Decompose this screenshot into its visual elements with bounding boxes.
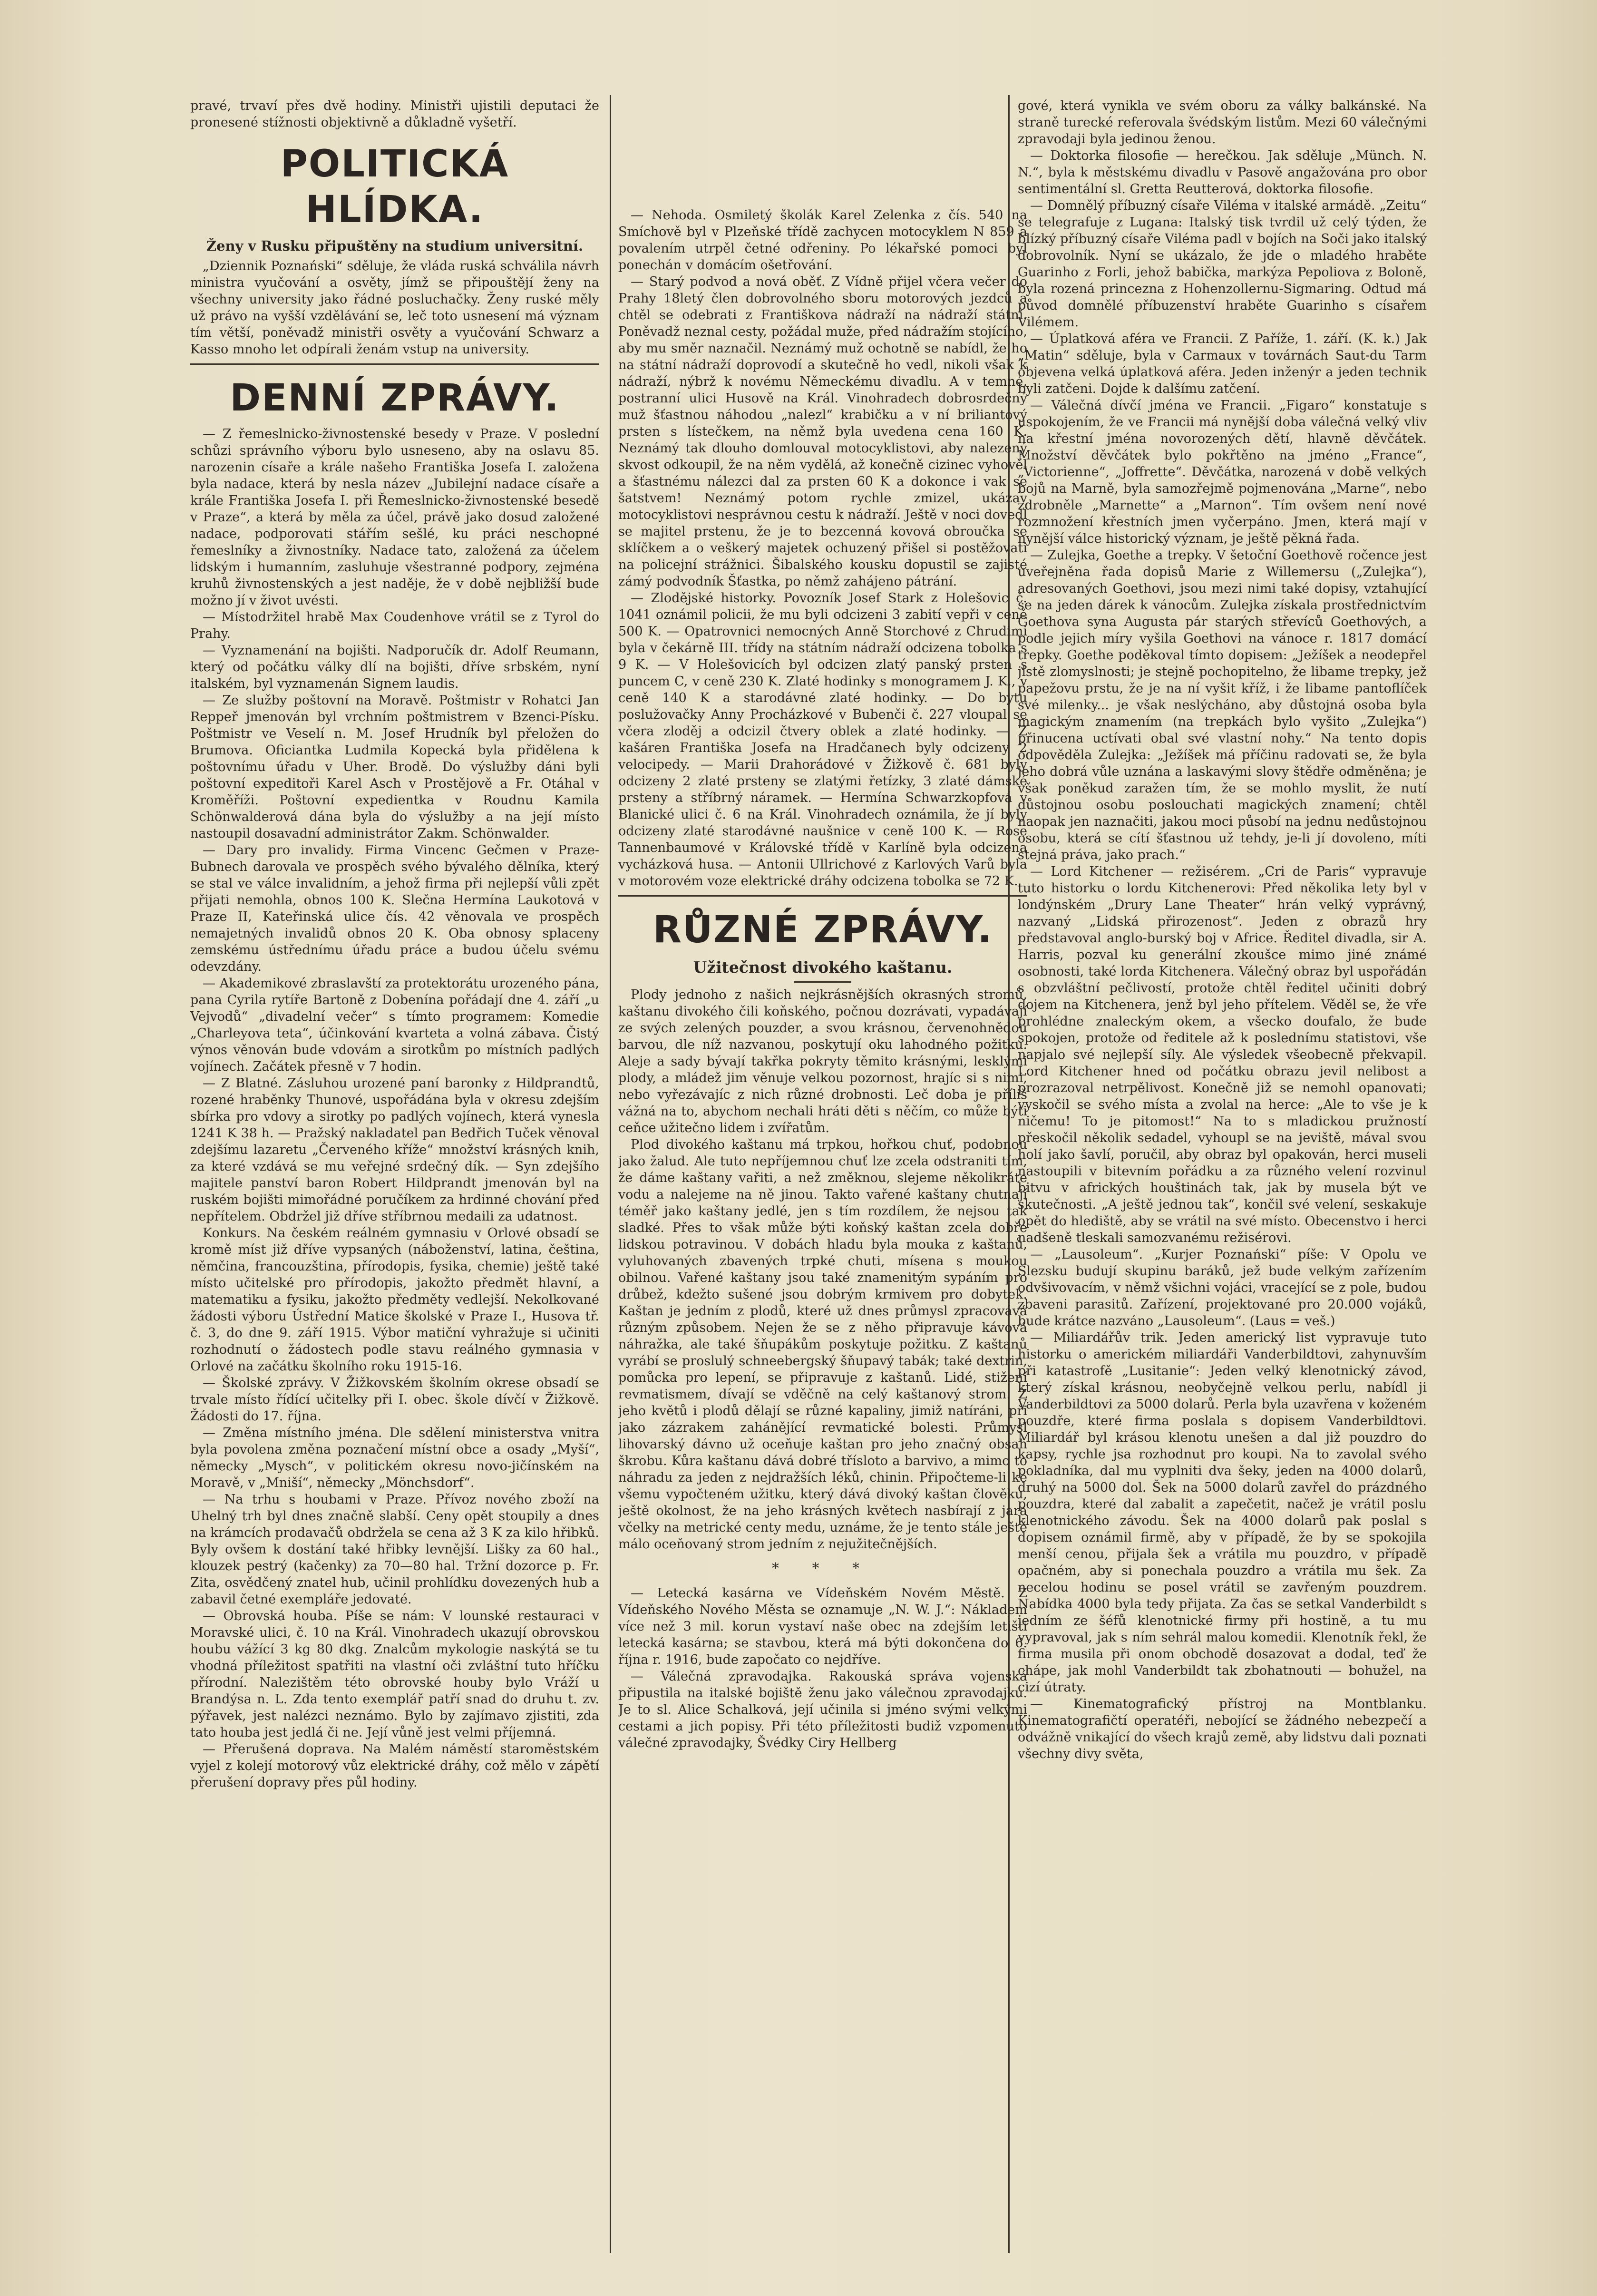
column-rule [610, 95, 611, 2253]
news-item: — Dary pro invalidy. Firma Vincenc Gečmen v Praze-Bubnech darovala ve prospěch svého bývalého dělníka, který se stal ve válce invalidním, a jehož firma při nejlepší vůli zpět přijati nemohla, obnos 100 K. Slečna Hermína Laukotová v Praze II, Kateřinská ulice čís. 42 věnovala ve prospěch nemajetných invalidů obnos 20 K. Oba obnosy splaceny zemskému ústřednímu úřadu práce a budou účelu svému odevzdány. [190, 843, 599, 974]
news-item: — Na trhu s houbami v Praze. Přívoz nového zboží na Uhelný trh byl dnes značně slabší. Ceny opět stoupily a dnes na krámcích prodavačů obdržela se cena až 3 K za kilo hřibků. Byly ovšem k dostání také hřibky levnější. Lišky za 60 hal., klouzek pestrý (kačenky) za 70—80 hal. Tržní dozorce p. Fr. Zita, osvědčený znatel hub, učinil prohlídku dovezených hub a zabavil četné exempláře jedovaté. [190, 1492, 599, 1607]
news-item: — Místodržitel hrabě Max Coudenhove vrátil se z Tyrol do Prahy. [190, 610, 599, 641]
news-item: — Válečná dívčí jména ve Francii. „Figaro“ konstatuje s uspokojením, že ve Francii má nynější doba válečná velký vliv na křestní jména novorozených dětí, hlavně děvčátek. Množství děvčátek bylo pokřtěno na jméno „France“, „Victorienne“, „Joffrette“. Děvčátka, narozená v době velkých bojů na Marně, byla samozřejmě pojmenována „Marne“, nebo zdrobněle „Marnette“ a „Marnon“. Tím ovšem není nové rozmnožení křestních jmen vyčerpáno. Jmen, která mají v nynější válce historický význam, je ještě pěkná řada. [1018, 398, 1427, 546]
blank-top-space [618, 98, 1027, 207]
intro-paragraph: pravé, trvaví přes dvě hodiny. Ministři ujistili deputaci že pronesené stížnosti objektivně a důkladně vyšetří. [190, 98, 599, 130]
short-divider [794, 981, 851, 983]
news-item: — Zlodějské historky. Povozník Josef Stark z Holešovic č. 1041 oznámil policii, že mu byli odcizeni 3 zabití vepři v ceně 500 K. — Opatrovnici nemocných Anně Storchové z Chrudimi byla v čekárně III. třídy na státním nádraží odcizena tobolka s 9 K. — V Holešovicích byl odcizen zlatý panský prsten s puncem C, v ceně 230 K. Zlaté hodinky s monogramem J. K., v ceně 140 K a starodávné zlaté hodinky. — Do bytu poslužovačky Anny Procházkové v Bubenči č. 227 vloupal se včera zloděj a odcizil čtvery oblek a zlaté hodinky. — Z kašáren Františka Josefa na Hradčanech byly odcizeny 2 velocipedy. — Marii Drahorádové v Žižkově č. 681 byly odcizeny 2 zlaté prsteny se zlatými řetízky, 3 zlaté dámské prsteny a stříbrný náramek. — Hermína Schwarzkopfová v Blanické ulici č. 6 na Král. Vinohradech oznámila, že jí byly odcizeny zlaté starodávné naušnice v ceně 100 K. — Rose Tannenbaumové v Královské třídě v Karlíně byla odcizena vycházková husa. — Antonii Ullrichové z Karlových Varů byla v motorovém voze elektrické dráhy odcizena tobolka se 72 K. [618, 591, 1027, 889]
news-item: — Přerušená doprava. Na Malém náměstí staroměstském vyjel z kolejí motorový vůz elektrické dráhy, což mělo v zápětí přerušení dopravy přes půl hodiny. [190, 1742, 599, 1790]
article-paragraph: Plod divokého kaštanu má trpkou, hořkou chuť, podobnou jako žalud. Ale tuto nepříjemnou chuť lze zcela odstraniti tím, že dáme kaštany vařiti, a než změknou, slejeme několikráte vodu a nalejeme na ně jinou. Takto vařené kaštany chutnají téměř jako kaštany jedlé, jen s tím rozdílem, že nejsou tak sladké. Přes to však může býti koňský kaštan zcela dobře lidskou potravinou. V dobách hladu byla mouka z kaštanů, vyluhovaných zbavených trpké chuti, mísena s moukou obilnou. Vařené kaštany jsou také znamenitým sypáním pro drůbež, kdežto sušené jsou dobrým krmivem pro dobytek. Kaštan je jedním z plodů, které už dnes průmysl zpracovává různým způsobem. Nejen že se z něho připravuje kávová náhražka, ale také šňupákům poskytuje požitku. Z kaštanů vyrábí se proslulý schneebergský šňupavý tabák; také dextrin, pomůcka pro lepení, se připravuje z kaštanů. Lidé, stižení revmatismem, dívají se vděčně na celý kaštanový strom. Z jeho květů i plodů dělají se různé kapaliny, jimiž natíráni, při jako zázrakem zahánějící revmatické bolesti. Průmysl lihovarský dávno už oceňuje kaštan pro jeho značný obsah škrobu. Kůra kaštanu dává dobré třísloto a barvivo, a mimo to náhradu za jeden z nejdražších léků, chinin. Připočteme-li ke všemu vypočteném užitku, který dává divoký kaštan člověku, ještě okolnost, že na jeho krásných květech nasbírají z jara včelky na metrické centy medu, uznáme, že je tento stále ještě málo oceňovaný strom jedním z nejužitečnějších. [618, 1137, 1027, 1552]
news-item: — Kinematografický přístroj na Montblanku. Kinematografičtí operatéři, nebojící se žádného nebezpečí a odvážně vnikající do všech krajů země, aby lidstvu dali poznati všechny divy světa, [1018, 1697, 1427, 1761]
news-item: Konkurs. Na českém reálném gymnasiu v Orlové obsadí se kromě míst již dříve vypsaných (náboženství, latina, čeština, němčina, francouzština, přírodopis, fysika, chemie) ještě také místo učitelské pro přírodopis, jakožto předmět hlavní, a matematiku a fysiku, jakožto předměty vedlejší. Nekolkované žádosti výboru Ústřední Matice školské v Praze I., Husova tř. č. 3, do dne 9. září 1915. Výbor matiční vyhražuje si učiniti rozhodnutí o žádostech podle stavu reálného gymnasia v Orlové na začátku školního roku 1915-16. [190, 1226, 599, 1374]
news-item: — Z řemeslnicko-živnostenské besedy v Praze. V poslední schůzi správního výboru bylo usneseno, aby na oslavu 85. narozenin císaře a krále našeho Františka Josefa I. založena byla nadace, která by nesla název „Jubilejní nadace císaře a krále Františka Josefa I. při Řemeslnicko-živnostenské besedě v Praze“, a která by měla za účel, právě jako dosud založené nadace, podporovati stářím sešlé, ku práci neschopné řemeslníky a živnostníky. Nadace tato, založená za účelem lidským i humanním, zasluhuje všestranné podpory, zejména kruhů živnostenských a jest naděje, že v době nejbližší bude možno jí v život uvésti. [190, 427, 599, 608]
news-item: — Obrovská houba. Píše se nám: V lounské restauraci v Moravské ulici, č. 10 na Král. Vinohradech ukazují obrovskou houbu vážící 3 kg 80 dkg. Znalcům mykologie naskýtá se tu vhodná příležitost spatřiti na vlastní oči zvláštní tuto hříčku přírodní. Nalezištěm této obrovské houby bylo Vráží u Brandýsa n. L. Zda tento exemplář patří snad do druhu t. zv. pýřavek, jest nalézci neznámo. Bylo by zajímavo zjistiti, zda tato houba jest jedlá či ne. Její vůně jest velmi příjemná. [190, 1609, 599, 1740]
article-paragraph: „Dziennik Poznański“ sděluje, že vláda ruská schválila návrh ministra vyučování a osvěty, jímž se připouštějí ženy na všechny university jako řádné posluchačky. Ženy ruské měly už právo na vyšší vzdělávání se, leč toto usnesení má význam tím větší, poněvadž ministři osvěty a vyučování Schwarz a Kasso mnoho let odpírali ženám vstup na university. [190, 259, 599, 357]
news-item: — Domnělý příbuzný císaře Viléma v italské armádě. „Zeitu“ se telegrafuje z Lugana: Italský tisk tvrdil už celý týden, že blízký příbuzný císaře Viléma padl v bojích na Soči jako italský dobrovolník. Nyní se ukázalo, že jde o mladého hraběte Guarinho z Forli, jehož babička, markýza Pepoliova z Boloně, byla rozená princezna z Hohenzollernu-Sigmaring. Odtud má původ domnělé příbuzenství hraběte Guarinho s císařem Vilémem. [1018, 198, 1427, 330]
news-item: — Zulejka, Goethe a trepky. V šetoční Goethově ročence jest uveřejněna řada dopisů Marie z Willemersu („Zulejka“), adresovaných Goethovi, jsou mezi nimi také dopisy, vztahující se na jeden dárek k vánocům. Zulejka získala prostřednictvím Goethova syna Augusta pár starých střevíců Goethových, a podle jejich míry vyšila Goethovi na vánoce r. 1817 domácí trepky. Goethe poděkoval tímto dopisem: „Ježíšek a neodepřel jistě zlomyslnosti; je stejně pochopitelno, že libame trepky, jež papežovu prstu, že je na ní vyšit kříž, i že libame pantoflíček své milenky... je však neslýcháno, aby důstojná osoba byla magickým znamením (na trepkách bylo vyšito „Zulejka“) přinucena uctívati obal své vlastní nohy.“ Na tento dopis odpověděla Zulejka: „Ježíšek má příčinu radovati se, že byla jeho dobrá vůle uznána a laskavými slovy štědře odměněna; je však poněkud zaražen tím, že se mohlo myslit, že nutí důstojnou osobu poslouchati magických znamení; chtěl naopak jen naznačiti, jakou moci působí na jednu nedůstojnou osobu, která se cítí šťastnou už tehdy, je-li jí dovoleno, míti stejná práva, jako prach.“ [1018, 548, 1427, 862]
news-item: — Akademikové zbraslavští za protektorátu urozeného pána, pana Cyrila rytíře Bartoně z Dobenína pořádají dne 4. září „u Vejvodů“ „divadelní večer“ s tímto programem: Komedie „Charleyova teta“, účinkování kvarteta a volná zábava. Čistý výnos věnován bude vdovám a sirotkům po místních padlých vojínech. Začátek přesně v 7 hodin. [190, 976, 599, 1074]
news-item: — Z Blatné. Zásluhou urozené paní baronky z Hildprandtů, rozené hraběnky Thunové, uspořádána byla v okresu zdejším sbírka pro vdovy a sirotky po padlých vojínech, která vynesla 1241 K 38 h. — Pražský nakladatel pan Bedřich Tuček věnoval zdejšímu lazaretu „Červeného kříže“ množství krásných knih, za které vzdává se mu veřejné srdečný dík. — Syn zdejšího majitele panství baron Robert Hildprandt jmenován byl na ruském bojišti mimořádné poručíkem za hrdinné chování před nepřítelem. Obdržel již dříve stříbrnou medaili za udatnost. [190, 1076, 599, 1224]
news-item: — Ze služby poštovní na Moravě. Poštmistr v Rohatci Jan Reppeř jmenován byl vrchním poštmistrem v Bzenci-Písku. Poštmistr ve Veselí n. M. Josef Hrudník byl přeložen do Brumova. Oficiantka Ludmila Kopecká byla přidělena k poštovnímu úřadu v Uher. Brodě. Do výslužby dáni byli poštovní expeditoři Karel Asch v Prostějově a Fr. Otáhal v Kroměříži. Poštovní expedientka v Roudnu Kamila Schönwalderová dána byla do výslužby a na její místo nastoupil dosavadní administrátor Zakm. Schönwalder. [190, 693, 599, 841]
news-item: — Vyznamenání na bojišti. Nadporučík dr. Adolf Reumann, který od počátku války dlí na bojišti, dříve srbském, nyní italském, byl vyznamenán Signem laudis. [190, 643, 599, 691]
column-right [1018, 98, 1427, 2253]
news-item: — Miliardářův trik. Jeden americký list vypravuje tuto historku o americkém miliardáři Vanderbildtovi, zahynuvším při katastrofě „Lusitanie“: Jeden velký klenotnický závod, který získal krásnou, neobyčejně velkou perlu, nabídl ji Vanderbildtovi za 5000 dolarů. Perla byla uzavřena v koženém pouzdře, které firma poslala s dopisem Vanderbildtovi. Miliardář byl krásou klenotu unešen a dal již pouzdro do kapsy, rychle jsa rozhodnut pro koupi. Na to zavolal svého pokladníka, dal mu vyplniti dva šeky, jeden na 4000 dolarů, druhý na 5000 dol. Šek na 5000 dolarů zavřel do prázdného pouzdra, které dal zabalit a zapečetit, načež je vrátil poslu klenotnického závodu. Šek na 4000 dolarů pak poslal s dopisem oznámil firmě, aby v případě, že by se spokojila menší cenou, přijala šek a vrátila mu pouzdro, v případě opačném, aby si ponechala pouzdro a vrátila mu šek. Za necelou hodinu se posel vrátil se zavřeným pouzdrem. Nabídka 4000 byla tedy přijata. Za čas se setkal Vanderbildt s jedním ze šéfů klenotnické firmy při hostině, a tu mu vypravoval, jak s ním sehrál malou komedii. Klenotník řekl, že firma musila při onom obchodě dosazovat a dodal, teď že chápe, jak mohl Vanderbildt tak zbohatnouti — bohužel, na cizí útraty. [1018, 1330, 1427, 1695]
article-paragraph: Plody jednoho z našich nejkrásnějších okrasných stromů, kaštanu divokého čili koňského, počnou dozrávati, vypadávají ze svých zelených pouzder, a svou krásnou, červenohnědou barvou, dle níž nazvanou, poskytují oku lahodného požitku. Aleje a sady bývají takřka pokryty těmito krásnými, lesklými plody, a mládež jim věnuje velkou pozornost, hrajíc si s nimi, nebo vyřezávajíc z nich různé drobnosti. Leč doba je příliš vážná na to, abychom nechali hráti děti s něčím, co může býti ceňce užitečno lidem i zvířatům. [618, 987, 1027, 1135]
section-heading-politicka: POLITICKÁ HLÍDKA. [280, 143, 509, 231]
column-left [190, 98, 599, 2253]
divider [618, 895, 1027, 897]
divider [190, 363, 599, 365]
news-item: — Nehoda. Osmiletý školák Karel Zelenka z čís. 540 na Smíchově byl v Plzeňské třídě zachycen motocyklem N 859 a povalením utrpěl četné odřeniny. Po lékařské pomoci byl ponechán v domácím ošetřování. [618, 208, 1027, 273]
column-middle [618, 98, 1027, 2253]
article-title: Ženy v Rusku připuštěny na studium universitní. [206, 238, 584, 254]
news-item: — Lord Kitchener — režisérem. „Cri de Paris“ vypravuje tuto historku o lordu Kitchenerovi: Před několika lety byl v londýnském „Drury Lane Theater“ hrán velký vyprávný, nazvaný „Lidská přirozenost“. Jeden z obrazů hry představoval anglo-burský boj v Africe. Ředitel divadla, sir A. Harris, pozval ku generální zkoušce mimo jiné známé osobnosti, také lorda Kitchenera. Válečný obraz byl uspořádán s obzvláštní pečlivostí, protože chtěl ředitel učiniti dobrý dojem na Kitchenera, jenž byl jeho přítelem. Věděl se, že vře prohlédne znaleckým okem, a všecko doufalo, že bude spokojen, protože od ředitele až k poslednímu statistovi, vše napjalo své nejlepší síly. Ale výsledek všeobecně překvapil. Lord Kitchener hned od počátku obrazu jevil nelibost a prozrazoval netrpělivost. Konečně již se nemohl opanovati; vyskočil se svého místa a zvolal na herce: „Ale to vše je k ničemu! To je pitomost!“ Na to s mladickou pružností přeskočil několik sedadel, vyhoupl se na jeviště, mával svou holí jako šavlí, poručil, aby obraz byl opakován, herci museli nastoupili v bitevním pořádku a za různého velení rozvinul bitvu v afrických houštinách tak, jak by musela být ve skutečnosti. „A ještě jednou tak“, končil své velení, seskakuje opět do hlediště, aby se vrátil na své místo. Obecenstvo i herci nadšeně tleskali samozvanému režisérovi. [1018, 864, 1427, 1245]
asterisk-separator: * * * [771, 1560, 874, 1577]
news-item: — Letecká kasárna ve Vídeňském Novém Městě. Z Vídeňského Nového Města se oznamuje „N. W. J.“: Nákladem více než 3 mil. korun vystaví naše obec na zdejším letišti letecká kasárna; se stavbou, která má býti dokončena do 6. října r. 1916, bude započato co nejdříve. [618, 1586, 1027, 1667]
news-item: gové, která vynikla ve svém oboru za války balkánské. Na straně turecké referovala švédským listům. Mezi 60 válečnými zpravodaji byla jedinou ženou. [1018, 98, 1427, 147]
news-item: — „Lausoleum“. „Kurjer Poznański“ píše: V Opolu ve Slezsku budují skupinu baráků, jež bude velkým zařízením odvšivovacím, v němž všichni vojáci, vracející se z pole, budou zbaveni parasitů. Zařízení, projektované pro 20.000 vojáků, bude krátce nazváno „Lausoleum“. (Laus = veš.) [1018, 1247, 1427, 1329]
news-item: — Válečná zpravodajka. Rakouská správa vojenská připustila na italské bojiště ženu jako válečnou zpravodajku. Je to sl. Alice Schalková, její učinila si jméno svými velkými cestami a jich popisy. Při této příležitosti budiž vzpomenuto válečné zpravodajky, Švédky Ciry Hellberg [618, 1669, 1027, 1750]
news-item: — Úplatková aféra ve Francii. Z Paříže, 1. září. (K. k.) Jak „Matin“ sděluje, byla v Carmaux v továrnách Saut-du Tarm objevena velká úplatková aféra. Jeden inženýr a jeden technik byli zatčeni. Dojde k dalšímu zatčení. [1018, 332, 1427, 396]
article-title: Užitečnost divokého kaštanu. [693, 958, 953, 977]
section-heading-ruzne: RŮZNÉ ZPRÁVY. [652, 909, 993, 951]
news-item: — Starý podvod a nová oběť. Z Vídně přijel včera večer do Prahy 18letý člen dobrovolného sboru motorových jezdců a chtěl se odebrati z Františkova nádraží na nádraží státní. Poněvadž neznal cesty, požádal muže, před nádražím stojícího, aby mu směr naznačil. Neznámý muž ochotně se nabídl, že ho na státní nádraží doprovodí a skutečně ho vedl, nikoli však k nádraží, nýbrž k novému Německému divadlu. A v temné, postranní ulici Husově na Král. Vinohradech dobrosrdečný muž šťastnou náhodou „nalezl“ krabičku a v ní briliantový prsten s lístečkem, na němž byla uvedena cena 160 K. Neznámý tak dlouho domlouval motocyklistovi, aby nalezený skvost odkoupil, že na něm vydělá, až konečně cizinec vyhověl a šťastnému nálezci dal za prsten 60 K a dokonce i vak se šatstvem! Neznámý potom rychle zmizel, ukázav motocyklistovi nesprávnou cestu k nádraží. Ještě v noci dovedl se majitel prstenu, že je to bezcenná kovová obroučka se sklíčkem a o veškerý majetek ochuzený přišel si postěžovati na policejní strážnici. Šibalského kousku dopustil se zajisté zámý podvodník Šťastka, po němž zahájeno pátrání. [618, 274, 1027, 589]
section-heading-denni: DENNÍ ZPRÁVY. [230, 377, 560, 420]
news-item: — Školské zprávy. V Žižkovském školním okrese obsadí se trvale místo řídící učitelky při I. obec. škole dívčí v Žižkově. Žádosti do 17. října. [190, 1376, 599, 1424]
news-item: — Změna místního jména. Dle sdělení ministerstva vnitra byla povolena změna poznačení místní obce a osady „Myší“, německy „Mysch“, v politickém okresu novo-jičínském na Moravě, v „Mniší“, německy „Mönchsdorf“. [190, 1426, 599, 1490]
news-item: — Doktorka filosofie — herečkou. Jak sděluje „Münch. N. N.“, byla k městskému divadlu v Pasově angažována pro obor sentimentální sl. Gretta Reutterová, doktorka filosofie. [1018, 148, 1427, 196]
